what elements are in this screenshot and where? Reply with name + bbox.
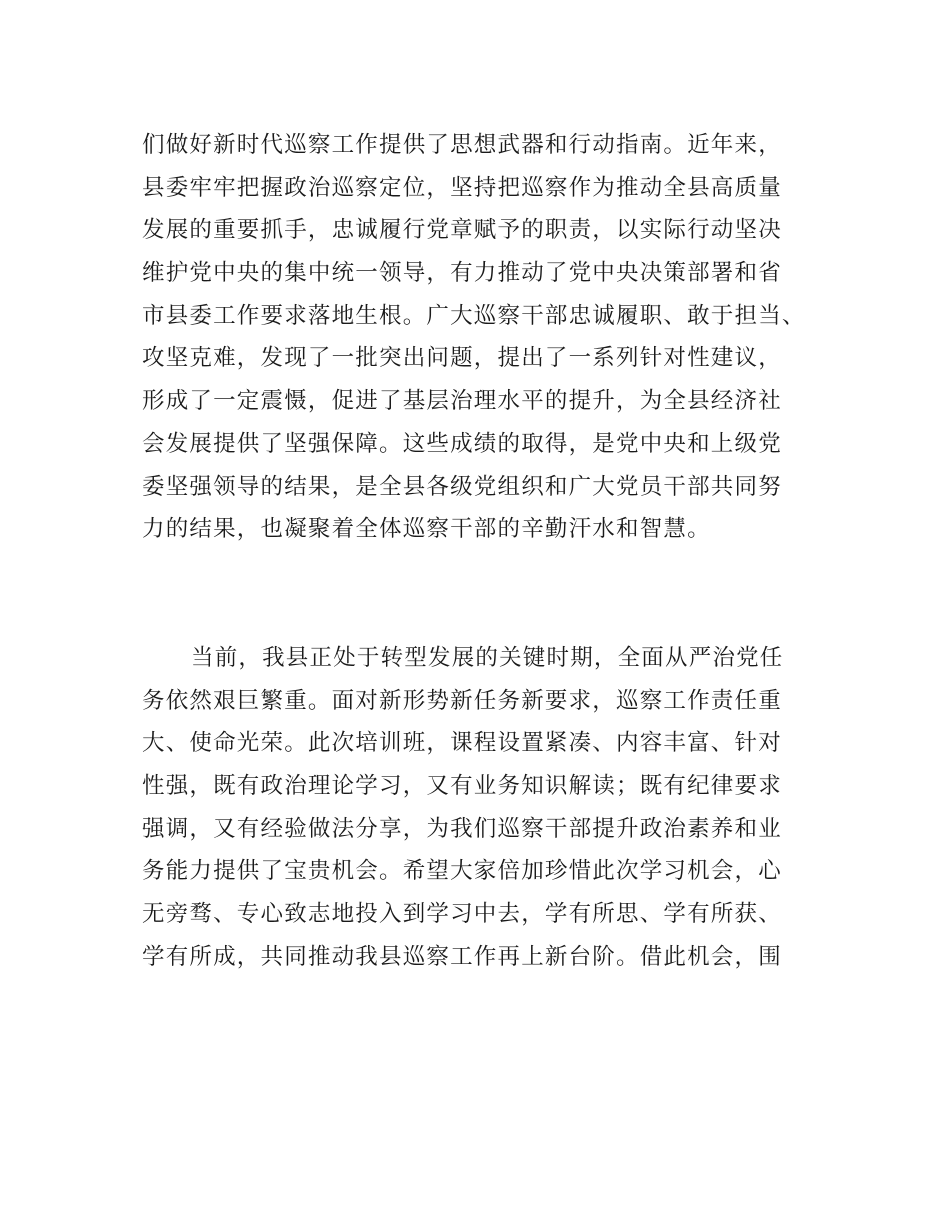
text-line: 务依然艰巨繁重。面对新形势新任务新要求，巡察工作责任重 bbox=[142, 687, 782, 714]
text-line: 强调，又有经验做法分享，为我们巡察干部提升政治素养和业 bbox=[142, 815, 782, 842]
text-line: 大、使命光荣。此次培训班，课程设置紧凑、内容丰富、针对 bbox=[142, 730, 782, 757]
text-line: 力的结果，也凝聚着全体巡察干部的辛勤汗水和智慧。 bbox=[142, 516, 711, 543]
text-line: 们做好新时代巡察工作提供了思想武器和行动指南。近年来， bbox=[142, 132, 782, 158]
text-line: 性强，既有政治理论学习，又有业务知识解读；既有纪律要求 bbox=[142, 773, 782, 800]
text-line: 攻坚克难，发现了一批突出问题，提出了一系列针对性建议， bbox=[142, 345, 782, 372]
text-line: 形成了一定震慑，促进了基层治理水平的提升，为全县经济社 bbox=[142, 388, 782, 415]
text-line: 当前，我县正处于转型发展的关键时期，全面从严治党任 bbox=[191, 645, 784, 671]
text-line: 维护党中央的集中统一领导，有力推动了党中央决策部署和省 bbox=[142, 260, 782, 287]
paragraph-1 bbox=[142, 124, 822, 551]
text-line: 发展的重要抓手，忠诚履行党章赋予的职责，以实际行动坚决 bbox=[142, 217, 782, 244]
text-line: 务能力提供了宝贵机会。希望大家倍加珍惜此次学习机会，心 bbox=[142, 858, 782, 885]
text-line: 学有所成，共同推动我县巡察工作再上新台阶。借此机会，围 bbox=[142, 943, 782, 970]
text-line: 县委牢牢把握政治巡察定位，坚持把巡察作为推动全县高质量 bbox=[142, 174, 782, 201]
text-line: 会发展提供了坚强保障。这些成绩的取得，是党中央和上级党 bbox=[142, 430, 782, 457]
text-line: 无旁骛、专心致志地投入到学习中去，学有所思、学有所获、 bbox=[142, 901, 782, 928]
text-line: 市县委工作要求落地生根。广大巡察干部忠诚履职、敢于担当、 bbox=[142, 302, 806, 329]
paragraph-2 bbox=[142, 637, 822, 979]
text-line: 委坚强领导的结果，是全县各级党组织和广大党员干部共同努 bbox=[142, 473, 782, 500]
